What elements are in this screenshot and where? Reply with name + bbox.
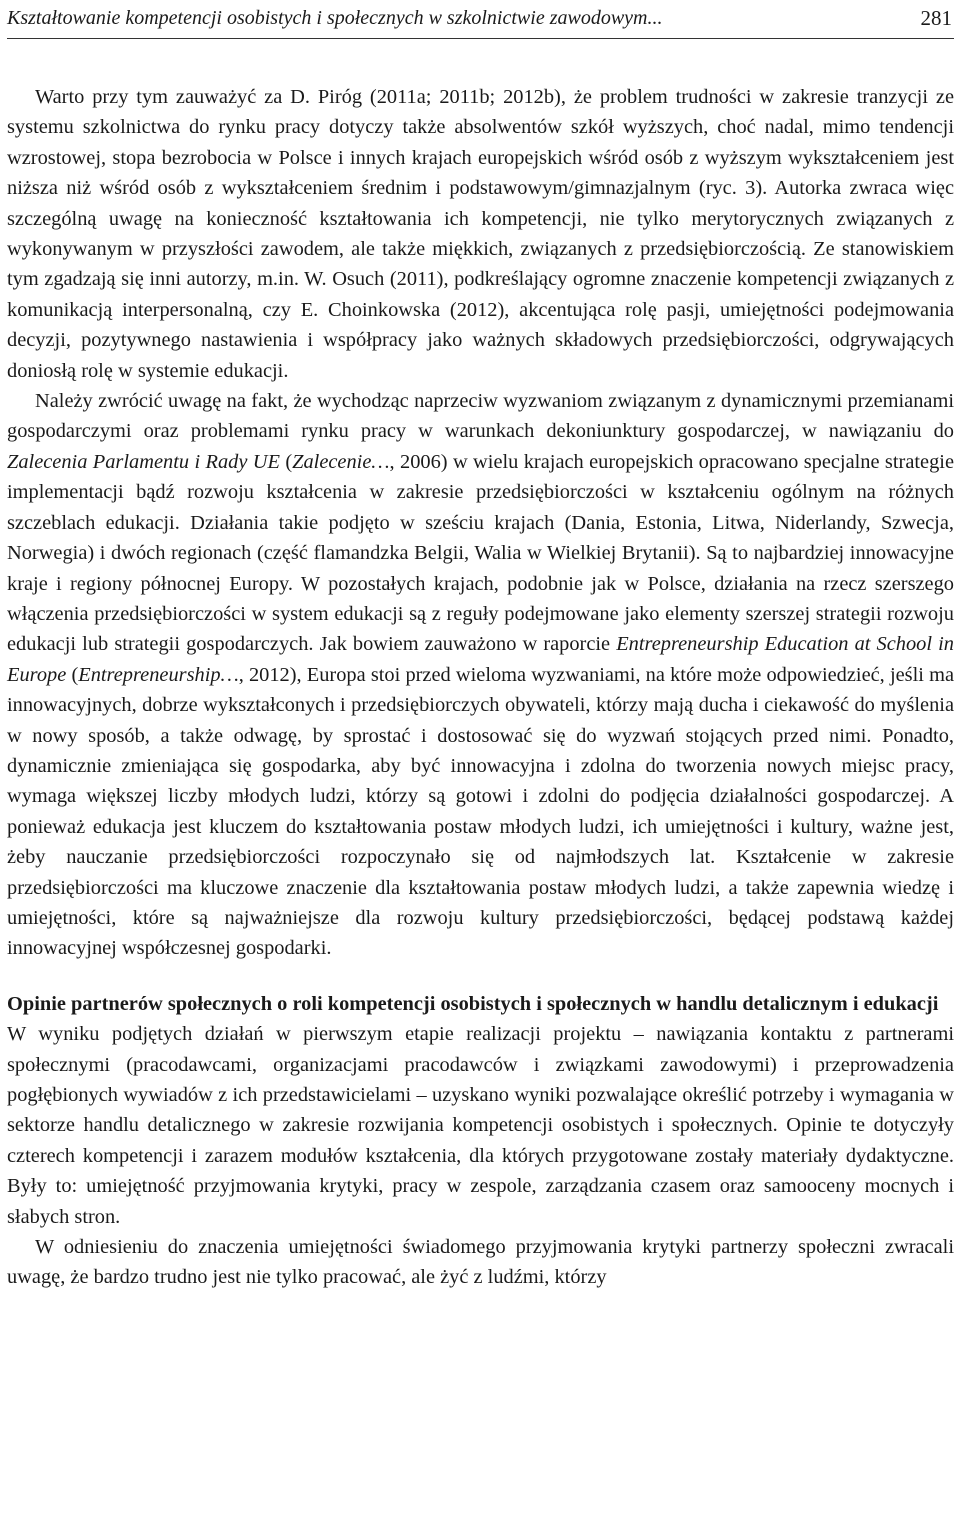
- running-header: [7, 0, 954, 39]
- p2-text-c: , 2006) w wielu krajach europejskich opracowano specjalne strategie implementacji bądź rozwoju kształcenia w zakresie przedsiębiorczości w kształceniu ogólnym na różnych szczeblach edukacji. Działania takie podjęto w sześciu krajach (Dania, Estonia, Litwa, Niderlandy, Szwecja, Norwegia) i dwóch regionach (część flamandzka Belgii, Walia w Wielkiej Brytanii). Są to najbardziej innowacyjne kraje i regiony północnej Europy. W pozostałych krajach, podobnie jak w Polsce, działania na rzecz szerszego włączenia przedsiębiorczości w system edukacji są z reguły podejmowane jako elementy szerszej strategii rozwoju edukacji lub strategii gospodarczych. Jak bowiem zauważono w raporcie: [7, 450, 954, 656]
- p2-text-e: , 2012), Europa stoi przed wieloma wyzwaniami, na które może odpowiedzieć, jeśli ma innowacyjnych, dobrze wykształconych i przedsiębiorczych obywateli, którzy mają ducha i ciekawość do myślenia w nowy sposób, a także odwagę, by sprostać i dostosować się do wyzwań stojących przed nimi. Ponadto, dynamicznie zmieniająca się gospodarka, aby być innowacyjna i zdolna do tworzenia nowych miejsc pracy, wymaga większej liczby młodych ludzi, którzy są gotowi i zdolni do podjęcia działalności gospodarczej. A ponieważ edukacja jest kluczem do kształtowania postaw młodych ludzi, ich umiejętności i kultury, ważne jest, żeby nauczanie przedsiębiorczości rozpoczynało się od najmłodszych lat. Kształcenie w zakresie przedsiębiorczości ma kluczowe znaczenie dla kształtowania postaw młodych ludzi, a także zapewnia wiedzę i umiejętności, które są najważniejsze dla rozwoju kultury przedsiębiorczości, będącej podstawą każdej innowacyjnej współczesnej gospodarki.: [7, 663, 954, 960]
- p2-italic-zalecenia: Zalecenia Parlamentu i Rady UE: [7, 450, 280, 473]
- paragraph-3: W wyniku podjętych działań w pierwszym etapie realizacji projektu – nawiązania kontaktu z partnerami społecznymi (pracodawcami, organizacjami pracodawców i związkami zawodowymi) i przeprowadzenia pogłębionych wywiadów z ich przedstawicielami – uzyskano wyniki pozwalające określić potrzeby i wymagania w sektorze handlu detalicznego w zakresie rozwijania kompetencji osobistych i społecznych. Opinie te dotyczyły czterech kompetencji i zarazem modułów kształcenia, dla których przygotowane zostały materiały dydaktyczne. Były to: umiejętność przyjmowania krytyki, pracy w zespole, zarządzania czasem oraz samooceny mocnych i słabych stron.: [7, 1023, 954, 1228]
- section-heading: Opinie partnerów społecznych o roli kompetencji osobistych i społecznych w handlu detalicznym i edukacji: [7, 992, 939, 1015]
- p2-text-a: Należy zwrócić uwagę na fakt, że wychodząc naprzeciw wyzwaniom związanym z dynamicznymi przemianami gospodarczymi oraz problemami rynku pracy w warunkach dekoniunktury gospodarczej, w nawiązaniu do: [7, 390, 954, 443]
- page-number: 281: [920, 6, 952, 30]
- paragraph-2: [7, 386, 954, 964]
- p2-text-d: (: [66, 663, 79, 686]
- p2-text-b: (: [279, 450, 293, 473]
- p2-italic-entrepreneurship: Entrepreneurship…: [78, 663, 239, 686]
- paragraph-4: W odniesieniu do znaczenia umiejętności świadomego przyjmowania krytyki partnerzy społeczni zwracali uwagę, że bardzo trudno jest nie tylko pracować, ale żyć z ludźmi, którzy: [7, 1236, 954, 1289]
- p2-italic-zalecenie: Zalecenie…: [292, 450, 390, 473]
- running-title: Kształtowanie kompetencji osobistych i społecznych w szkolnictwie zawodowym...: [7, 7, 663, 29]
- p2-italic-report: Entrepreneurship Education at School in Europe: [7, 633, 954, 686]
- paragraph-1: Warto przy tym zauważyć za D. Piróg (2011a; 2011b; 2012b), że problem trudności w zakresie tranzycji ze systemu szkolnictwa do rynku pracy dotyczy także absolwentów szkół wyższych, choć nadal, mimo tendencji wzrostowej, stopa bezrobocia w Polsce i innych krajach europejskich wśród osób z wyższym wykształceniem jest niższa niż wśród osób z wykształceniem średnim i podstawowym/gimnazjalnym (ryc. 3). Autorka zwraca więc szczególną uwagę na konieczność kształtowania ich kompetencji, nie tylko merytorycznych związanych z wykonywanym w przyszłości zawodem, ale także miękkich, związanych z przedsiębiorczością. Ze stanowiskiem tym zgadzają się inni autorzy, m.in. W. Osuch (2011), podkreślający ogromne znaczenie kompetencji związanych z komunikacją interpersonalną, czy E. Choinkowska (2012), akcentująca rolę pasji, umiejętności podejmowania decyzji, pozytywnego nastawienia i współpracy jako ważnych składowych przedsiębiorczości, odgrywających doniosłą rolę w systemie edukacji.: [7, 86, 954, 382]
- body-text: [7, 82, 954, 1293]
